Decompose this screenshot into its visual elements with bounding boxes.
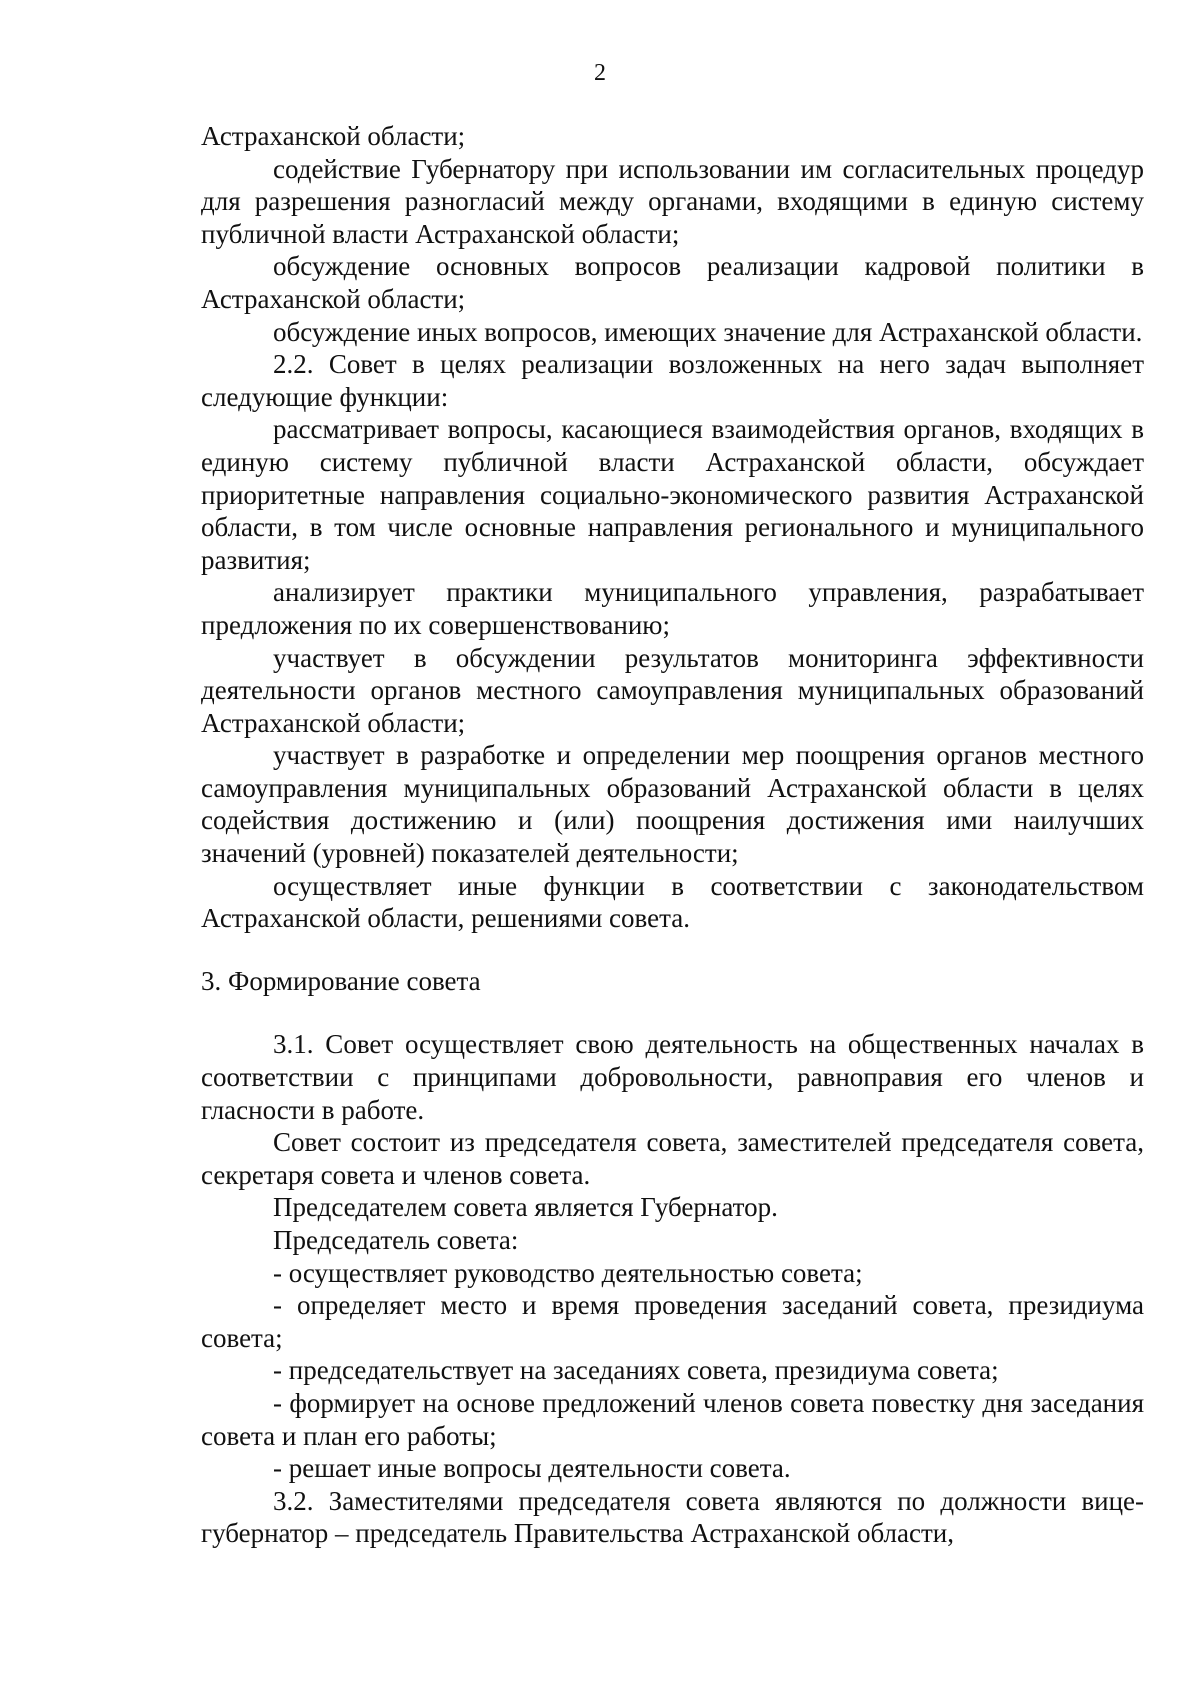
clause-3-1: 3.1. Совет осуществляет свою деятельность на общественных началах в соответствии с принципами добровольности, равноправия его членов и гласности в работе. [201, 1029, 1144, 1125]
section-heading: 3. Формирование совета [201, 965, 481, 996]
list-item: - осуществляет руководство деятельностью совета; [273, 1257, 863, 1288]
paragraph: Председателем совета является Губернатор. [273, 1192, 778, 1223]
section-3 [201, 1028, 1144, 1550]
list-item: - определяет место и время проведения заседаний совета, президиума совета; [201, 1290, 1144, 1353]
paragraph: осуществляет иные функции в соответствии с законодательством Астраханской области, решениями совета. [201, 870, 1144, 934]
document-body [201, 120, 1144, 1550]
list-item: - председательствует на заседаниях совета, президиума совета; [273, 1355, 999, 1386]
paragraph: анализирует практики муниципального управления, разрабатывает предложения по их совершенствованию; [201, 577, 1144, 640]
paragraph: обсуждение основных вопросов реализации кадровой политики в Астраханской области; [201, 251, 1144, 314]
list-item: - решает иные вопросы деятельности совета. [273, 1453, 791, 1484]
paragraph: рассматривает вопросы, касающиеся взаимодействия органов, входящих в единую систему публичной власти Астраханской области, обсуждает приоритетные направления социально-экономического развития Астраханской области, в том числе основные направления регионального и муниципального развития; [201, 414, 1144, 575]
paragraph: содействие Губернатору при использовании им согласительных процедур для разрешения разногласий между органами, входящими в единую систему публичной власти Астраханской области; [201, 153, 1144, 249]
clause-3-2: 3.2. Заместителями председателя совета являются по должности вице-губернатор – председатель Правительства Астраханской области, [201, 1485, 1144, 1549]
paragraph: участвует в обсуждении результатов мониторинга эффективности деятельности органов местного самоуправления муниципальных образований Астраханской области; [201, 642, 1144, 738]
paragraph: участвует в разработке и определении мер поощрения органов местного самоуправления муниципальных образований Астраханской области в целях содействия достижению и (или) поощрения достижения ими наилучших значений (уровней) показателей деятельности; [201, 740, 1144, 869]
list-item: - формирует на основе предложений членов совета повестку дня заседания совета и план его работы; [201, 1387, 1144, 1451]
section-2-continuation [201, 120, 1144, 935]
clause-2-2: 2.2. Совет в целях реализации возложенных на него задач выполняет следующие функции: [201, 349, 1144, 412]
paragraph: Астраханской области; [201, 121, 466, 151]
paragraph: Совет состоит из председателя совета, заместителей председателя совета, секретаря совета и членов совета. [201, 1127, 1144, 1190]
page-number: 2 [594, 60, 606, 86]
paragraph: Председатель совета: [273, 1225, 519, 1255]
paragraph: обсуждение иных вопросов, имеющих значение для Астраханской области. [273, 316, 1143, 347]
